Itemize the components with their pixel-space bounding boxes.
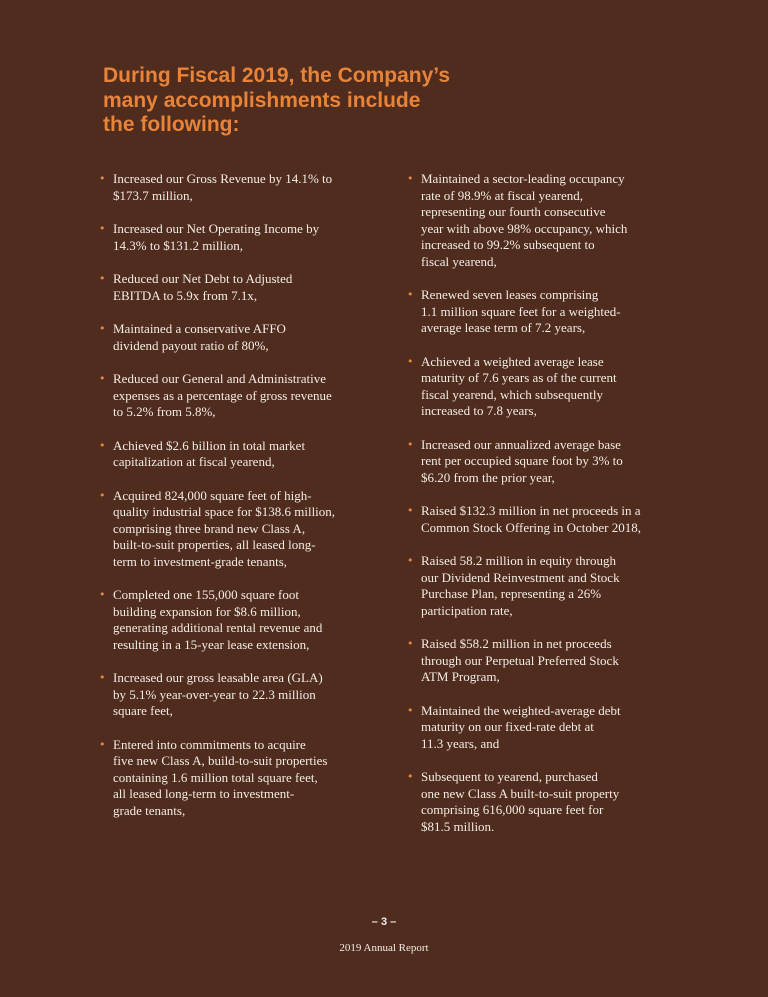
accomplishment-text [113, 587, 361, 653]
accomplishment-line: grade tenants, [113, 802, 186, 818]
bullet-icon: • [99, 488, 106, 502]
accomplishment-text [421, 287, 669, 337]
accomplishment-item [99, 438, 361, 471]
accomplishment-line: comprising three brand new Class A, [113, 520, 306, 536]
accomplishment-line: containing 1.6 million total square feet, [113, 769, 318, 785]
accomplishment-line: average lease term of 7.2 years, [421, 320, 586, 335]
accomplishment-line: $173.7 million, [113, 187, 193, 203]
accomplishment-line: Subsequent to yearend, purchased [421, 769, 598, 784]
accomplishment-line: increased to 7.8 years, [421, 403, 537, 418]
bullet-icon: • [99, 172, 106, 185]
accomplishment-text [421, 437, 669, 487]
accomplishment-line: increased to 99.2% subsequent to [421, 237, 595, 252]
accomplishment-line: Increased our annualized average base [421, 436, 621, 452]
accomplishment-text [113, 371, 361, 421]
accomplishment-line: all leased long-term to investment- [113, 786, 295, 801]
accomplishment-line: fiscal yearend, which subsequently [421, 386, 603, 402]
page-number: – 3 – [371, 916, 397, 928]
bullet-icon: • [99, 222, 106, 235]
bullet-icon: • [407, 504, 414, 517]
accomplishment-item [407, 503, 669, 536]
accomplishment-line: built-to-suit properties, all leased long- [113, 537, 316, 552]
bullet-icon: • [99, 737, 106, 751]
accomplishment-item [407, 171, 669, 270]
accomplishment-line: Entered into commitments to acquire [113, 736, 306, 752]
accomplishment-line: 1.1 million square feet for a weighted- [421, 303, 621, 319]
accomplishment-item [99, 321, 361, 354]
accomplishment-text [421, 354, 669, 420]
accomplishment-text [113, 271, 361, 304]
accomplishment-line: Maintained the weighted-average debt [421, 702, 621, 718]
accomplishment-line: $6.20 from the prior year, [421, 469, 555, 485]
bullet-icon: • [407, 554, 414, 567]
bullet-icon: • [407, 354, 414, 368]
accomplishment-line: maturity on our fixed-rate debt at [421, 719, 594, 734]
accomplishment-item [407, 354, 669, 420]
accomplishment-line: dividend payout ratio of 80%, [113, 337, 269, 353]
accomplishment-line: square feet, [113, 703, 173, 718]
accomplishment-line: Increased our Net Operating Income by [113, 221, 320, 236]
accomplishment-line: Raised 58.2 million in equity through [421, 553, 616, 568]
accomplishment-line: maturity of 7.6 years as of the current [421, 370, 617, 385]
accomplishment-item [407, 287, 669, 337]
accomplishment-item [407, 553, 669, 619]
accomplishment-item [407, 769, 669, 835]
accomplishment-line: to 5.2% from 5.8%, [113, 404, 216, 419]
bullet-icon: • [99, 671, 106, 684]
heading-line: the following: [103, 113, 240, 136]
accomplishment-item [407, 437, 669, 487]
accomplishment-line: Achieved a weighted average lease [421, 353, 604, 369]
accomplishment-text [113, 438, 361, 471]
accomplishment-text [113, 221, 361, 254]
accomplishment-line: $81.5 million. [421, 818, 495, 834]
accomplishments-left-column [99, 171, 361, 836]
footer-report-title: 2019 Annual Report [339, 942, 429, 954]
accomplishment-text [113, 321, 361, 354]
bullet-icon: • [407, 437, 414, 451]
accomplishment-line: quality industrial space for $138.6 million, [113, 504, 336, 519]
accomplishment-line: capitalization at fiscal yearend, [113, 454, 275, 469]
accomplishment-line: Achieved $2.6 billion in total market [113, 437, 306, 453]
accomplishment-text [113, 670, 361, 720]
accomplishment-line: Common Stock Offering in October 2018, [421, 519, 642, 535]
accomplishment-line: rent per occupied square foot by 3% to [421, 453, 623, 468]
accomplishment-line: building expansion for $8.6 million, [113, 603, 301, 619]
accomplishment-item [99, 371, 361, 421]
accomplishment-text [421, 553, 669, 619]
accomplishment-line: year with above 98% occupancy, which [421, 220, 628, 236]
accomplishment-item [407, 703, 669, 753]
accomplishment-line: resulting in a 15-year lease extension, [113, 636, 310, 652]
accomplishment-text [113, 737, 361, 820]
accomplishment-line: rate of 98.9% at fiscal yearend, [421, 187, 584, 203]
bullet-icon: • [407, 172, 414, 185]
page-heading [103, 64, 523, 138]
accomplishment-line: one new Class A built-to-suit property [421, 785, 620, 801]
accomplishment-item [99, 271, 361, 304]
accomplishment-text [113, 171, 361, 204]
bullet-icon: • [407, 288, 414, 301]
accomplishment-line: Maintained a conservative AFFO [113, 321, 286, 336]
accomplishment-line: 11.3 years, and [421, 735, 500, 751]
accomplishment-line: Raised $58.2 million in net proceeds [421, 636, 612, 651]
accomplishment-line: Increased our gross leasable area (GLA) [113, 670, 323, 685]
accomplishments-right-column [407, 171, 669, 852]
accomplishment-line: 14.3% to $131.2 million, [113, 237, 243, 253]
bullet-icon: • [99, 372, 106, 385]
bullet-icon: • [99, 588, 106, 601]
bullet-icon: • [99, 322, 106, 335]
accomplishment-text [421, 769, 669, 835]
accomplishment-text [113, 488, 361, 571]
bullet-icon: • [407, 637, 414, 650]
accomplishment-line: five new Class A, build-to-suit properties [113, 753, 328, 768]
accomplishment-line: by 5.1% year-over-year to 22.3 million [113, 686, 316, 702]
accomplishment-line: our Dividend Reinvestment and Stock [421, 569, 620, 585]
bullet-icon: • [407, 770, 414, 783]
accomplishment-line: ATM Program, [421, 669, 500, 684]
accomplishment-line: Acquired 824,000 square feet of high- [113, 487, 312, 503]
bullet-icon: • [99, 438, 106, 452]
accomplishment-text [421, 636, 669, 686]
accomplishment-line: representing our fourth consecutive [421, 204, 606, 219]
accomplishment-line: generating additional rental revenue and [113, 620, 323, 635]
heading-line: During Fiscal 2019, the Company’s [103, 64, 450, 87]
accomplishment-item [99, 587, 361, 653]
accomplishment-text [421, 171, 669, 270]
accomplishment-line: fiscal yearend, [421, 253, 497, 269]
accomplishment-line: Raised $132.3 million in net proceeds in a [421, 503, 641, 518]
accomplishment-line: expenses as a percentage of gross revenue [113, 387, 332, 403]
accomplishment-line: Renewed seven leases comprising [421, 287, 599, 302]
accomplishment-item [407, 636, 669, 686]
accomplishment-line: Reduced our Net Debt to Adjusted [113, 271, 293, 286]
accomplishment-item [99, 171, 361, 204]
accomplishment-line: Purchase Plan, representing a 26% [421, 586, 602, 601]
bullet-icon: • [99, 272, 106, 285]
accomplishment-line: Reduced our General and Administrative [113, 371, 326, 386]
accomplishment-line: term to investment-grade tenants, [113, 553, 288, 569]
accomplishment-item [99, 488, 361, 571]
accomplishment-line: through our Perpetual Preferred Stock [421, 652, 619, 668]
accomplishment-line: comprising 616,000 square feet for [421, 802, 604, 817]
accomplishment-text [421, 703, 669, 753]
accomplishment-line: Completed one 155,000 square foot [113, 587, 299, 602]
accomplishment-item [99, 670, 361, 720]
bullet-icon: • [407, 703, 414, 717]
accomplishment-item [99, 737, 361, 820]
accomplishment-line: participation rate, [421, 602, 513, 618]
accomplishment-line: Increased our Gross Revenue by 14.1% to [113, 171, 333, 186]
heading-line: many accomplishments include [103, 88, 421, 112]
accomplishment-item [99, 221, 361, 254]
accomplishment-line: EBITDA to 5.9x from 7.1x, [113, 287, 258, 303]
accomplishment-text [421, 503, 669, 536]
accomplishment-line: Maintained a sector-leading occupancy [421, 171, 625, 186]
